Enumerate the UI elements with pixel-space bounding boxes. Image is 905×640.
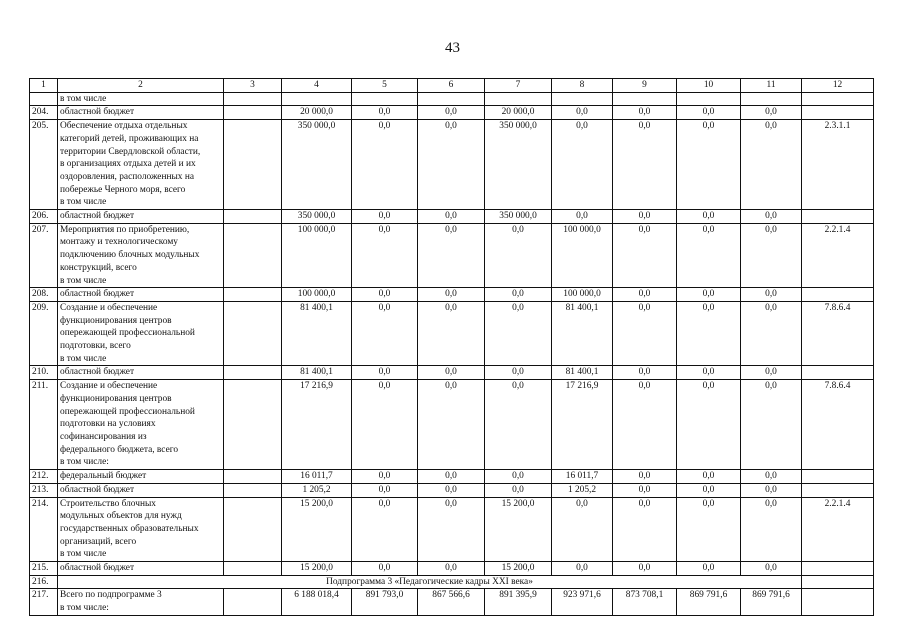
row-name-line: функционирования центров [60, 393, 172, 404]
row-name-line: в том числе: [60, 603, 109, 614]
row-name-line: федерального бюджета, всего [60, 444, 179, 455]
table-row [30, 92, 874, 106]
program-code [802, 366, 874, 380]
amount-cell: 0,0 [352, 380, 418, 470]
amount-cell: 0,0 [741, 470, 802, 484]
amount-cell: 15 200,0 [485, 497, 552, 562]
program-code: 7.8.6.4 [802, 301, 874, 366]
program-code: 7.8.6.4 [802, 380, 874, 470]
amount-cell: 0,0 [741, 366, 802, 380]
row-name [58, 562, 224, 576]
row-name-line: оздоровления, расположенных на [60, 171, 195, 182]
amount-cell: 0,0 [352, 120, 418, 210]
table-row [30, 366, 874, 380]
row-name-line: подключению блочных модульных [60, 250, 200, 261]
amount-cell: 0,0 [741, 483, 802, 497]
row-name-line: федеральный бюджет [60, 471, 147, 482]
amount-cell [613, 92, 677, 106]
amount-cell: 0,0 [485, 223, 552, 288]
row-name-line: категорий детей, проживающих на [60, 133, 199, 144]
amount-cell: 0,0 [741, 288, 802, 302]
amount-cell: 0,0 [613, 106, 677, 120]
amount-cell: 0,0 [418, 223, 485, 288]
row-number: 204. [30, 106, 58, 120]
subprogram-title [58, 575, 802, 589]
amount-cell: 0,0 [552, 562, 613, 576]
row-name-line: опережающей профессиональной [60, 406, 195, 417]
amount-cell: 0,0 [613, 366, 677, 380]
amount-cell: 0,0 [552, 210, 613, 224]
row-number: 208. [30, 288, 58, 302]
row-name-line: подготовки, всего [60, 341, 131, 352]
table-body [30, 79, 874, 616]
row-name [58, 589, 224, 615]
amount-cell: 0,0 [552, 106, 613, 120]
amount-cell: 0,0 [418, 120, 485, 210]
amount-cell: 891 395,9 [485, 589, 552, 615]
row-name-line: государственных образовательных [60, 523, 199, 534]
page-number: 43 [445, 40, 460, 56]
amount-cell [352, 92, 418, 106]
row-number: 209. [30, 301, 58, 366]
amount-cell: 0,0 [552, 120, 613, 210]
row-number: 205. [30, 120, 58, 210]
column-header: 9 [613, 79, 677, 93]
row-name-line: в том числе [60, 275, 107, 286]
column-header: 11 [741, 79, 802, 93]
row-name-line: в том числе [60, 197, 107, 208]
source-cell [224, 562, 282, 576]
row-name [58, 483, 224, 497]
amount-cell: 923 971,6 [552, 589, 613, 615]
table-row [30, 223, 874, 288]
row-name-line: областной бюджет [60, 563, 135, 574]
table-row [30, 210, 874, 224]
amount-cell: 0,0 [418, 483, 485, 497]
amount-cell: 0,0 [613, 288, 677, 302]
row-number: 216. [30, 575, 58, 589]
program-code [802, 483, 874, 497]
amount-cell: 0,0 [741, 223, 802, 288]
amount-cell: 891 793,0 [352, 589, 418, 615]
amount-cell: 0,0 [677, 223, 741, 288]
amount-cell: 0,0 [485, 470, 552, 484]
amount-cell: 0,0 [352, 210, 418, 224]
amount-cell [282, 92, 352, 106]
program-code: 2.3.1.1 [802, 120, 874, 210]
column-header: 8 [552, 79, 613, 93]
row-name-line: в том числе: [60, 457, 109, 468]
row-number: 212. [30, 470, 58, 484]
row-name [58, 380, 224, 470]
row-number: 211. [30, 380, 58, 470]
program-code [802, 288, 874, 302]
amount-cell: 869 791,6 [677, 589, 741, 615]
amount-cell: 17 216,9 [282, 380, 352, 470]
amount-cell: 0,0 [741, 301, 802, 366]
amount-cell [552, 92, 613, 106]
row-name-line: функционирования центров [60, 315, 172, 326]
amount-cell: 0,0 [552, 497, 613, 562]
source-cell [224, 483, 282, 497]
amount-cell: 867 566,6 [418, 589, 485, 615]
amount-cell: 0,0 [485, 288, 552, 302]
table-row [30, 301, 874, 366]
amount-cell: 873 708,1 [613, 589, 677, 615]
amount-cell: 350 000,0 [282, 210, 352, 224]
row-name-line: Создание и обеспечение [60, 381, 158, 392]
amount-cell: 20 000,0 [282, 106, 352, 120]
amount-cell: 0,0 [613, 470, 677, 484]
row-name-line: территории Свердловской области, [60, 146, 201, 157]
amount-cell: 0,0 [677, 497, 741, 562]
amount-cell: 0,0 [418, 562, 485, 576]
amount-cell: 350 000,0 [485, 120, 552, 210]
table-row [30, 288, 874, 302]
amount-cell: 1 205,2 [282, 483, 352, 497]
amount-cell: 15 200,0 [485, 562, 552, 576]
amount-cell: 0,0 [613, 562, 677, 576]
amount-cell: 0,0 [418, 497, 485, 562]
amount-cell: 0,0 [352, 301, 418, 366]
amount-cell: 0,0 [352, 223, 418, 288]
table-row [30, 470, 874, 484]
amount-cell: 0,0 [741, 497, 802, 562]
program-code [802, 106, 874, 120]
column-header: 2 [58, 79, 224, 93]
header-row [30, 79, 874, 93]
row-name-line: организаций, всего [60, 536, 137, 547]
row-name-line: опережающей профессиональной [60, 328, 195, 339]
table-row [30, 380, 874, 470]
row-name [58, 92, 224, 106]
row-name [58, 366, 224, 380]
source-cell [224, 120, 282, 210]
row-name [58, 106, 224, 120]
amount-cell: 16 011,7 [282, 470, 352, 484]
source-cell [224, 92, 282, 106]
amount-cell: 350 000,0 [282, 120, 352, 210]
row-name-line: в том числе [60, 353, 107, 364]
row-number: 214. [30, 497, 58, 562]
row-name-line: в том числе [60, 93, 107, 104]
row-number: 213. [30, 483, 58, 497]
amount-cell: 0,0 [677, 301, 741, 366]
row-name-line: Мероприятия по приобретению, [60, 224, 190, 235]
column-header: 7 [485, 79, 552, 93]
amount-cell: 100 000,0 [282, 223, 352, 288]
amount-cell: 0,0 [352, 366, 418, 380]
amount-cell: 0,0 [677, 210, 741, 224]
amount-cell: 0,0 [418, 301, 485, 366]
source-cell [224, 301, 282, 366]
row-name-line: областной бюджет [60, 367, 135, 378]
row-name-line: в организациях отдыха детей и их [60, 159, 196, 170]
budget-table [29, 78, 874, 616]
row-name-line: софинансирования из [60, 431, 147, 442]
amount-cell: 81 400,1 [552, 301, 613, 366]
amount-cell: 100 000,0 [552, 288, 613, 302]
amount-cell: 0,0 [418, 288, 485, 302]
amount-cell: 0,0 [485, 366, 552, 380]
column-header: 5 [352, 79, 418, 93]
source-cell [224, 470, 282, 484]
row-name-line: модульных объектов для нужд [60, 511, 182, 522]
source-cell [224, 589, 282, 615]
amount-cell: 0,0 [677, 562, 741, 576]
amount-cell: 0,0 [418, 366, 485, 380]
amount-cell: 350 000,0 [485, 210, 552, 224]
program-code [802, 92, 874, 106]
row-name [58, 223, 224, 288]
row-name-line: Обеспечение отдыха отдельных [60, 121, 188, 132]
amount-cell: 81 400,1 [552, 366, 613, 380]
amount-cell: 0,0 [677, 106, 741, 120]
row-name [58, 301, 224, 366]
amount-cell: 16 011,7 [552, 470, 613, 484]
amount-cell [418, 92, 485, 106]
amount-cell: 0,0 [677, 483, 741, 497]
table-row [30, 120, 874, 210]
subprogram-title-line: Подпрограмма 3 «Педагогические кадры XXI века» [326, 576, 533, 587]
amount-cell: 0,0 [613, 483, 677, 497]
amount-cell: 81 400,1 [282, 301, 352, 366]
row-name [58, 210, 224, 224]
amount-cell: 0,0 [741, 120, 802, 210]
source-cell [224, 497, 282, 562]
source-cell [224, 223, 282, 288]
amount-cell: 0,0 [613, 223, 677, 288]
program-code [802, 575, 874, 589]
row-name [58, 470, 224, 484]
amount-cell: 0,0 [352, 483, 418, 497]
table-row [30, 562, 874, 576]
amount-cell: 0,0 [741, 210, 802, 224]
row-number [30, 92, 58, 106]
amount-cell: 0,0 [613, 380, 677, 470]
amount-cell: 6 188 018,4 [282, 589, 352, 615]
amount-cell: 17 216,9 [552, 380, 613, 470]
amount-cell: 0,0 [677, 470, 741, 484]
row-number: 207. [30, 223, 58, 288]
amount-cell: 100 000,0 [552, 223, 613, 288]
row-number: 215. [30, 562, 58, 576]
column-header: 4 [282, 79, 352, 93]
amount-cell: 0,0 [677, 288, 741, 302]
column-header: 10 [677, 79, 741, 93]
table-row [30, 497, 874, 562]
row-name-line: монтажу и технологическому [60, 237, 178, 248]
column-header: 6 [418, 79, 485, 93]
row-name [58, 288, 224, 302]
row-name-line: Всего по подпрограмме 3 [60, 590, 162, 601]
column-header: 12 [802, 79, 874, 93]
row-name-line: конструкций, всего [60, 262, 137, 273]
row-name-line: подготовки на условиях [60, 419, 156, 430]
column-header: 3 [224, 79, 282, 93]
program-code: 2.2.1.4 [802, 223, 874, 288]
amount-cell: 0,0 [613, 120, 677, 210]
amount-cell: 100 000,0 [282, 288, 352, 302]
amount-cell [485, 92, 552, 106]
amount-cell: 0,0 [677, 366, 741, 380]
amount-cell: 0,0 [418, 106, 485, 120]
amount-cell: 0,0 [485, 301, 552, 366]
amount-cell: 15 200,0 [282, 562, 352, 576]
amount-cell: 1 205,2 [552, 483, 613, 497]
amount-cell: 0,0 [741, 562, 802, 576]
amount-cell: 0,0 [418, 380, 485, 470]
amount-cell: 0,0 [677, 120, 741, 210]
amount-cell: 0,0 [485, 483, 552, 497]
amount-cell: 0,0 [352, 106, 418, 120]
program-code [802, 210, 874, 224]
table-row [30, 106, 874, 120]
amount-cell: 0,0 [613, 301, 677, 366]
row-name-line: Создание и обеспечение [60, 302, 158, 313]
amount-cell: 0,0 [418, 210, 485, 224]
amount-cell: 0,0 [352, 470, 418, 484]
source-cell [224, 380, 282, 470]
amount-cell: 20 000,0 [485, 106, 552, 120]
table-row [30, 575, 874, 589]
program-code [802, 562, 874, 576]
row-number: 217. [30, 589, 58, 615]
table-row [30, 483, 874, 497]
row-number: 206. [30, 210, 58, 224]
program-code [802, 589, 874, 615]
row-name-line: областной бюджет [60, 211, 135, 222]
amount-cell: 869 791,6 [741, 589, 802, 615]
column-header: 1 [30, 79, 58, 93]
source-cell [224, 210, 282, 224]
amount-cell: 0,0 [418, 470, 485, 484]
amount-cell: 15 200,0 [282, 497, 352, 562]
row-name-line: областной бюджет [60, 484, 135, 495]
amount-cell: 0,0 [677, 380, 741, 470]
amount-cell: 81 400,1 [282, 366, 352, 380]
row-name [58, 120, 224, 210]
source-cell [224, 288, 282, 302]
row-name-line: Строительство блочных [60, 498, 156, 509]
program-code [802, 470, 874, 484]
row-name-line: областной бюджет [60, 289, 135, 300]
amount-cell: 0,0 [485, 380, 552, 470]
row-name-line: побережье Черного моря, всего [60, 184, 186, 195]
program-code: 2.2.1.4 [802, 497, 874, 562]
amount-cell [677, 92, 741, 106]
table-row [30, 589, 874, 615]
amount-cell: 0,0 [741, 380, 802, 470]
row-name-line: областной бюджет [60, 107, 135, 118]
source-cell [224, 106, 282, 120]
amount-cell: 0,0 [352, 562, 418, 576]
source-cell [224, 366, 282, 380]
amount-cell: 0,0 [352, 497, 418, 562]
amount-cell: 0,0 [352, 288, 418, 302]
row-name [58, 497, 224, 562]
row-number: 210. [30, 366, 58, 380]
amount-cell [741, 92, 802, 106]
amount-cell: 0,0 [741, 106, 802, 120]
amount-cell: 0,0 [613, 210, 677, 224]
amount-cell: 0,0 [613, 497, 677, 562]
row-name-line: в том числе [60, 549, 107, 560]
